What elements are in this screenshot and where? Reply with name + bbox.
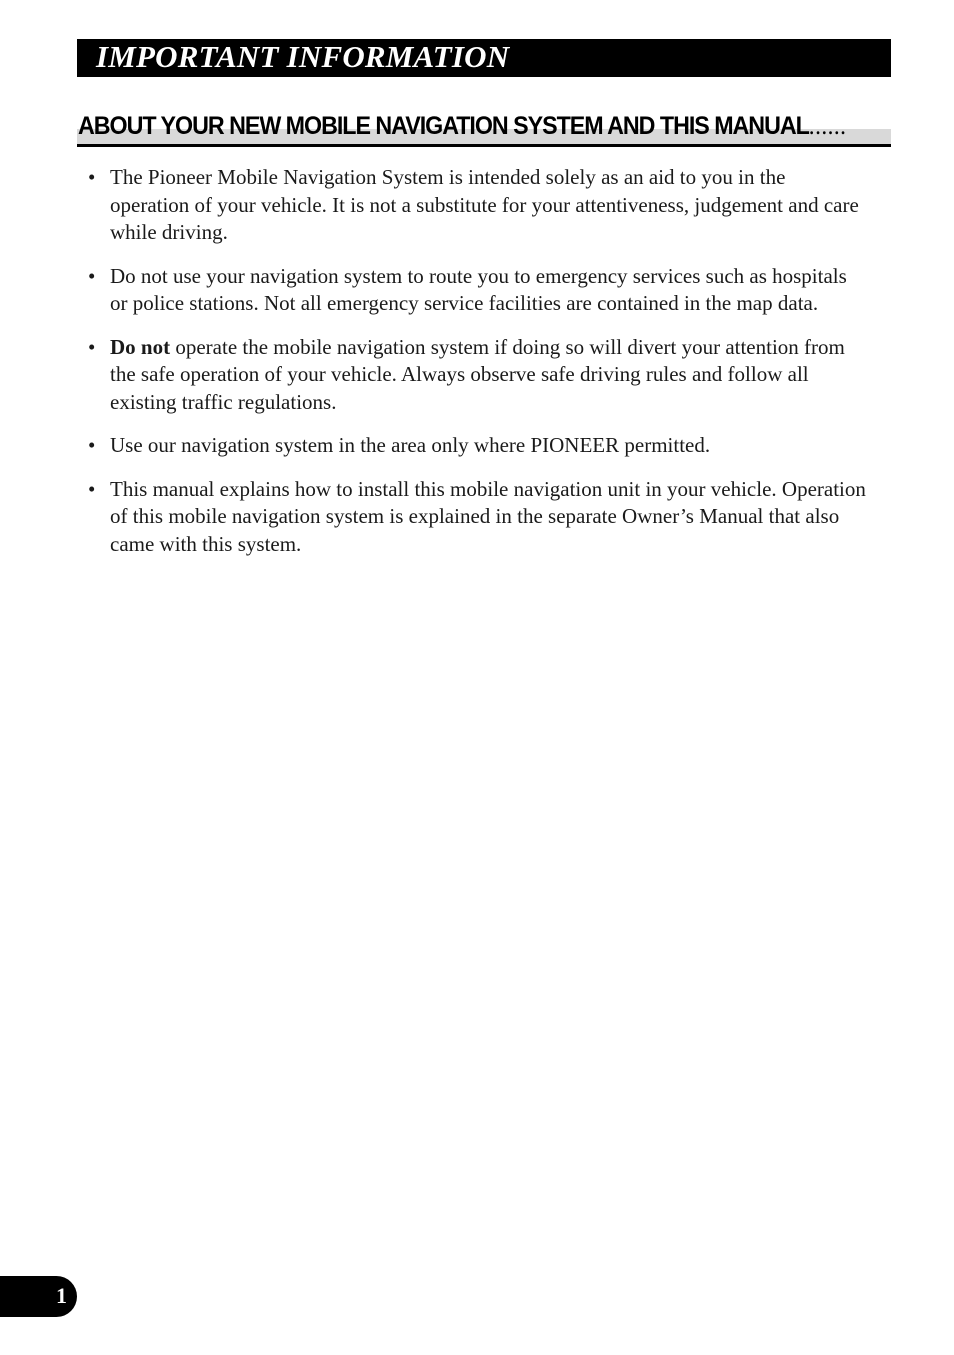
- list-item-text: operate the mobile navigation system if doing so will divert your attention from the safe operation of your vehicle. Always observe safe driving rules and follow all existing traffic regulations.: [110, 334, 845, 414]
- list-item: [88, 263, 868, 318]
- list-item-text: Use our navigation system in the area only where PIONEER permitted.: [110, 433, 711, 457]
- section-heading-text-wrap: [78, 112, 846, 141]
- list-item-text: Do not use your navigation system to route you to emergency services such as hospitals or police stations. Not all emergency service facilities are contained in the map data.: [110, 263, 847, 315]
- bullet-icon: •: [88, 433, 96, 457]
- page-number-tab: [0, 1276, 77, 1317]
- list-item-text: The Pioneer Mobile Navigation System is intended solely as an aid to you in the operation of your vehicle. It is not a substitute for your attentiveness, judgement and care while driving.: [110, 165, 859, 244]
- page-number: 1: [56, 1283, 67, 1308]
- list-item-text: This manual explains how to install this mobile navigation unit in your vehicle. Operation of this mobile navigation system is explained in the separate Owner’s Manual that also came with this system.: [110, 476, 866, 556]
- section-heading-text: ABOUT YOUR NEW MOBILE NAVIGATION SYSTEM AND THIS MANUAL: [78, 112, 809, 140]
- list-item-emphasis: Do not: [110, 334, 171, 359]
- bullet-icon: •: [88, 334, 96, 359]
- list-item: [88, 164, 868, 247]
- bullet-icon: •: [88, 165, 96, 189]
- bullet-list: [88, 164, 868, 574]
- list-item: [88, 432, 868, 460]
- page-title-bar: [77, 39, 891, 77]
- bullet-icon: •: [88, 263, 96, 288]
- section-heading: [77, 109, 891, 147]
- section-heading-leader: ......: [808, 113, 847, 140]
- list-item: [88, 476, 868, 559]
- page-title: IMPORTANT INFORMATION: [96, 39, 510, 74]
- list-item: [88, 334, 868, 417]
- bullet-icon: •: [88, 476, 96, 501]
